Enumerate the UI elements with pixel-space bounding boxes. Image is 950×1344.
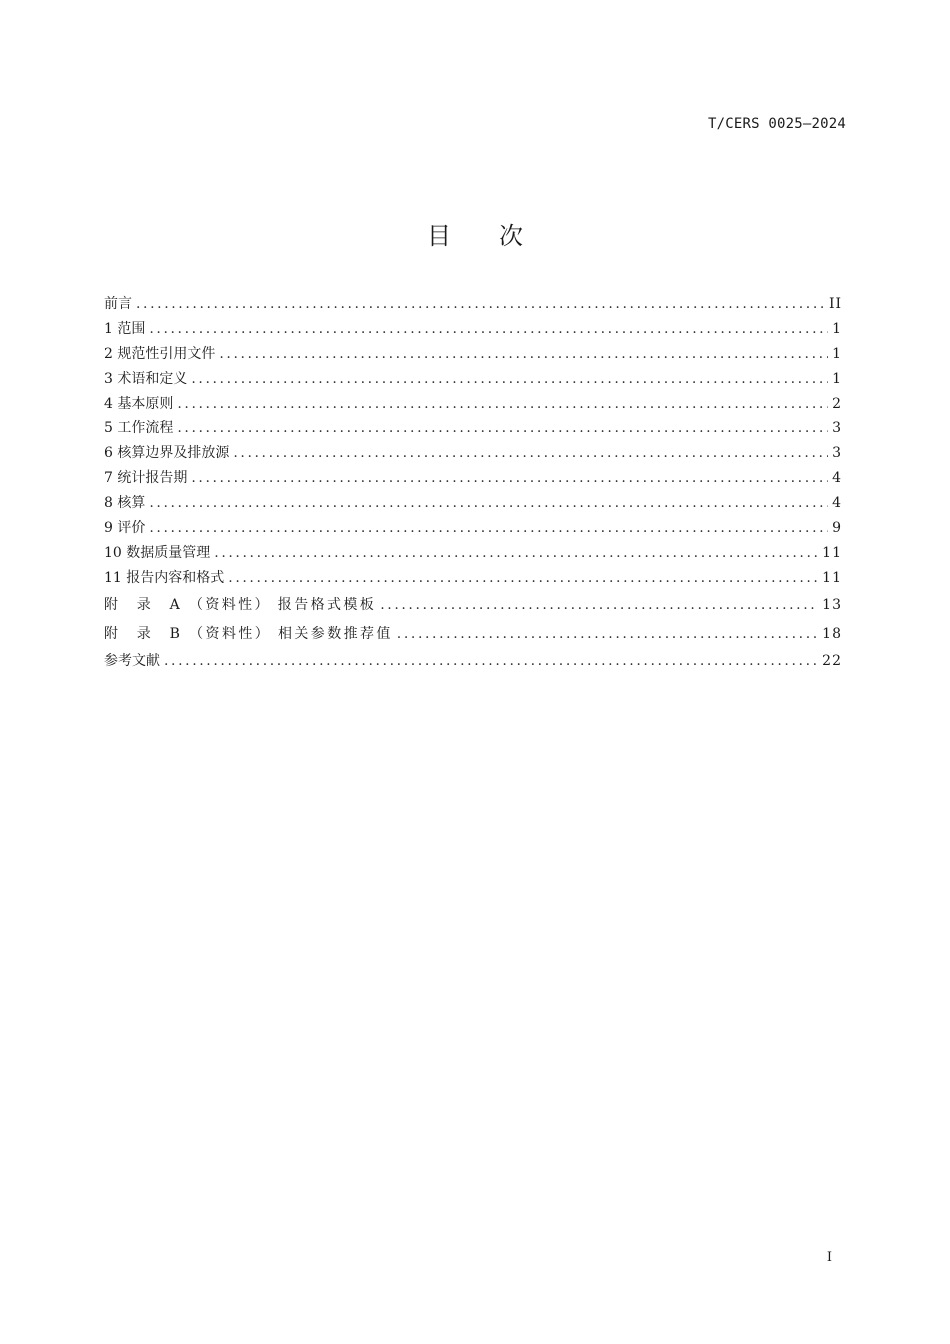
toc-entry-page: 1: [832, 345, 842, 362]
toc-leader-dots: [191, 466, 828, 491]
toc-entry[interactable]: [104, 317, 842, 342]
toc-entry-page: 13: [822, 596, 842, 613]
toc-entry[interactable]: [104, 416, 842, 441]
toc-entry[interactable]: [104, 516, 842, 541]
toc-entry-label: 2 规范性引用文件: [104, 345, 216, 362]
toc-entry[interactable]: [104, 342, 842, 367]
toc-leader-dots: [149, 516, 828, 541]
toc-entry-label: 9 评价: [104, 520, 146, 537]
toc-entry-label: 5 工作流程: [104, 420, 174, 437]
toc-entry-label: 附 录 A （资料性） 报告格式模板: [104, 596, 377, 613]
toc-entry-page: 4: [832, 470, 842, 487]
toc-entry[interactable]: [104, 441, 842, 466]
toc-entry-page: II: [828, 296, 842, 312]
toc-entry-page: 11: [822, 544, 842, 561]
toc-leader-dots: [191, 367, 828, 392]
toc-entry-label: 6 核算边界及排放源: [104, 445, 230, 462]
toc-leader-dots: [149, 491, 828, 516]
toc-leader-dots: [228, 566, 818, 591]
toc-leader-dots: [233, 441, 828, 466]
toc-entry-page: 18: [822, 625, 842, 642]
toc-entry-label: 4 基本原则: [104, 395, 174, 412]
toc-entry-label: 3 术语和定义: [104, 370, 188, 387]
toc-entry-label: 10 数据质量管理: [104, 544, 211, 561]
page-title: [0, 216, 950, 251]
toc-entry-label: 前言: [104, 296, 132, 312]
toc-leader-dots: [164, 649, 818, 674]
toc-entry-page: 11: [822, 569, 842, 586]
toc-leader-dots: [177, 416, 828, 441]
toc-entry-label: 参考文献: [104, 652, 160, 669]
page-number: I: [826, 1250, 832, 1265]
toc-entry-label: 附 录 B （资料性） 相关参数推荐值: [104, 625, 393, 642]
toc-entry-page: 9: [832, 520, 842, 537]
table-of-contents: [104, 292, 842, 674]
toc-entry-page: 1: [832, 320, 842, 337]
toc-leader-dots: [214, 541, 818, 566]
title-char-2: 次: [499, 222, 523, 251]
toc-entry-page: 3: [832, 445, 842, 462]
toc-leader-dots: [380, 591, 818, 620]
toc-entry[interactable]: [104, 466, 842, 491]
document-code: T/CERS 0025—2024: [707, 116, 846, 132]
toc-entry[interactable]: [104, 649, 842, 674]
toc-entry[interactable]: [104, 392, 842, 417]
toc-entry-label: 8 核算: [104, 495, 146, 512]
toc-entry-label: 11 报告内容和格式: [104, 569, 225, 586]
toc-leader-dots: [136, 292, 825, 317]
toc-entry[interactable]: [104, 292, 842, 317]
toc-leader-dots: [149, 317, 828, 342]
toc-entry[interactable]: [104, 367, 842, 392]
toc-entry-label: 7 统计报告期: [104, 470, 188, 487]
toc-entry[interactable]: [104, 541, 842, 566]
toc-entry[interactable]: [104, 566, 842, 591]
toc-leader-dots: [219, 342, 828, 367]
toc-entry[interactable]: [104, 491, 842, 516]
toc-entry-page: 2: [832, 395, 842, 412]
title-char-1: 目: [427, 222, 451, 251]
toc-entry-page: 3: [832, 420, 842, 437]
toc-entry-page: 1: [832, 370, 842, 387]
toc-leader-dots: [177, 392, 828, 417]
toc-entry-page: 4: [832, 495, 842, 512]
toc-entry[interactable]: [104, 620, 842, 649]
toc-leader-dots: [397, 620, 818, 649]
toc-entry-page: 22: [822, 652, 842, 669]
toc-entry-label: 1 范围: [104, 320, 146, 337]
toc-entry[interactable]: [104, 591, 842, 620]
